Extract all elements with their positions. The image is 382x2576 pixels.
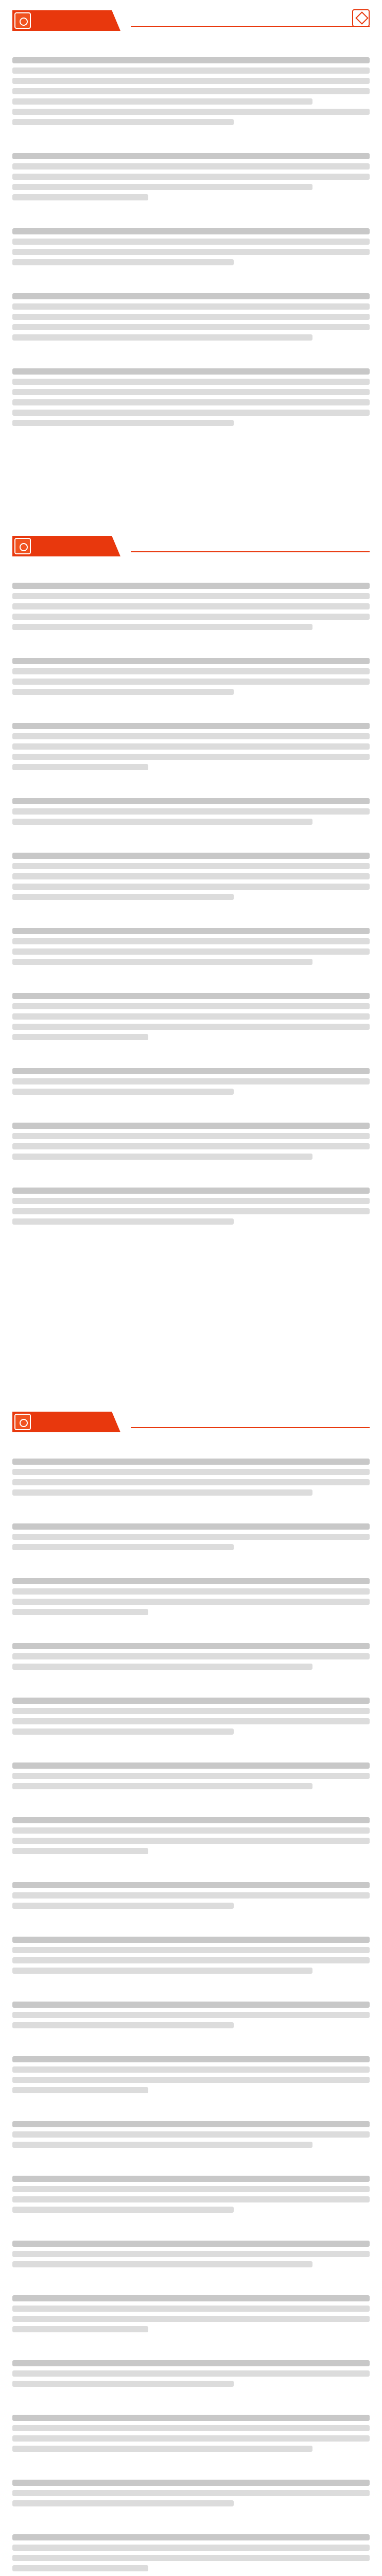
section-banner: [12, 1412, 120, 1432]
news-item: [12, 1623, 370, 1677]
text-line: [12, 78, 370, 84]
text-line: [12, 658, 370, 664]
item-text: [12, 2463, 370, 2476]
text-line: [12, 1078, 370, 1084]
text-line: [12, 2500, 234, 2506]
text-line: [12, 2534, 370, 2540]
text-line: [12, 993, 370, 999]
text-line: [12, 679, 370, 685]
item-text: [12, 2517, 370, 2530]
text-line: [12, 689, 234, 695]
text-line: [12, 2381, 234, 2387]
news-item: [12, 1503, 370, 1558]
text-line: [12, 410, 370, 416]
diamond-icon: [352, 9, 370, 27]
item-text: [12, 2398, 370, 2411]
text-line: [12, 1143, 370, 1149]
text-line: [12, 2480, 370, 2486]
news-item: [12, 908, 370, 973]
text-line: [12, 1523, 370, 1530]
text-line: [12, 379, 370, 385]
text-line: [12, 2176, 370, 2182]
text-line: [12, 819, 312, 825]
item-text: [12, 2104, 370, 2117]
item-text: [12, 2224, 370, 2236]
news-item: [12, 2340, 370, 2395]
text-line: [12, 1188, 370, 1194]
news-item: [12, 208, 370, 273]
text-line: [12, 1698, 370, 1704]
coin-icon: [14, 12, 31, 29]
section-rule: [131, 1427, 370, 1428]
text-line: [12, 1664, 312, 1670]
text-line: [12, 1653, 370, 1659]
news-item: [12, 638, 370, 703]
text-line: [12, 324, 370, 330]
text-line: [12, 1783, 312, 1789]
text-line: [12, 1469, 370, 1475]
text-line: [12, 743, 370, 750]
text-line: [12, 2360, 370, 2366]
text-line: [12, 57, 370, 63]
text-line: [12, 2087, 148, 2093]
section-3: [12, 1401, 370, 2576]
item-text: [12, 1626, 370, 1639]
text-line: [12, 314, 370, 320]
text-line: [12, 1544, 234, 1550]
text-line: [12, 1882, 370, 1888]
text-line: [12, 2565, 148, 2571]
text-line: [12, 603, 370, 609]
text-line: [12, 583, 370, 589]
text-line: [12, 1003, 370, 1009]
text-line: [12, 1728, 234, 1735]
item-text: [12, 1171, 370, 1183]
news-item: [12, 2514, 370, 2576]
text-line: [12, 1892, 370, 1899]
text-line: [12, 2545, 370, 2551]
text-line: [12, 1034, 148, 1040]
text-line: [12, 1133, 370, 1139]
item-text: [12, 911, 370, 924]
text-line: [12, 2002, 370, 2008]
text-line: [12, 2370, 370, 2377]
item-text: [12, 276, 370, 289]
item-text: [12, 1506, 370, 1519]
item-text: [12, 1745, 370, 1758]
text-line: [12, 420, 234, 426]
text-line: [12, 1903, 234, 1909]
text-line: [12, 2022, 234, 2028]
text-line: [12, 1459, 370, 1465]
text-line: [12, 1089, 234, 1095]
text-line: [12, 863, 370, 869]
text-line: [12, 119, 234, 125]
text-line: [12, 2306, 370, 2312]
news-item: [12, 2036, 370, 2101]
text-line: [12, 1198, 370, 1204]
text-line: [12, 2196, 370, 2202]
text-line: [12, 1773, 370, 1779]
text-line: [12, 2186, 370, 2192]
grid-icon: [14, 538, 31, 554]
news-item: [12, 1438, 370, 1503]
text-line: [12, 88, 370, 94]
text-line: [12, 1218, 234, 1225]
section-2: [12, 526, 370, 1401]
news-item: [12, 1558, 370, 1623]
text-line: [12, 389, 370, 395]
section-banner: [12, 10, 120, 31]
news-item: [12, 2156, 370, 2221]
text-line: [12, 249, 370, 255]
text-line: [12, 67, 370, 74]
news-item: [12, 1677, 370, 1742]
item-text: [12, 1920, 370, 1933]
news-item: [12, 1167, 370, 1232]
text-line: [12, 239, 370, 245]
text-line: [12, 2241, 370, 2247]
text-line: [12, 1024, 370, 1030]
text-line: [12, 303, 370, 310]
news-item: [12, 348, 370, 434]
item-text: [12, 351, 370, 364]
item-text: [12, 40, 370, 53]
item-text: [12, 2039, 370, 2052]
news-item: [12, 1742, 370, 1797]
text-line: [12, 853, 370, 859]
news-item: [12, 1862, 370, 1917]
text-line: [12, 884, 370, 890]
text-line: [12, 1013, 370, 1020]
text-line: [12, 668, 370, 674]
text-line: [12, 2555, 370, 2561]
text-line: [12, 2066, 370, 2073]
section-banner: [12, 536, 120, 556]
news-item: [12, 833, 370, 908]
item-text: [12, 1442, 370, 1454]
text-line: [12, 109, 370, 115]
text-line: [12, 764, 148, 770]
text-line: [12, 2425, 370, 2431]
text-line: [12, 1848, 148, 1854]
text-line: [12, 153, 370, 159]
text-line: [12, 1718, 370, 1724]
text-line: [12, 368, 370, 375]
news-item: [12, 133, 370, 208]
section-1: [12, 0, 370, 526]
item-text: [12, 641, 370, 654]
item-text: [12, 2343, 370, 2356]
text-line: [12, 2251, 370, 2257]
text-line: [12, 184, 312, 190]
item-text: [12, 781, 370, 794]
news-item: [12, 703, 370, 778]
item-text: [12, 2278, 370, 2291]
text-line: [12, 334, 312, 341]
list-icon: [14, 1414, 31, 1430]
news-item: [12, 2395, 370, 2460]
text-line: [12, 2131, 370, 2138]
text-line: [12, 1937, 370, 1943]
item-text: [12, 1865, 370, 1878]
text-line: [12, 873, 370, 879]
text-line: [12, 98, 312, 105]
text-line: [12, 2446, 312, 2452]
news-item: [12, 1797, 370, 1862]
text-line: [12, 948, 370, 955]
text-line: [12, 2121, 370, 2127]
text-line: [12, 2056, 370, 2062]
item-text: [12, 211, 370, 224]
news-item: [12, 273, 370, 348]
text-line: [12, 1154, 312, 1160]
item-text: [12, 1561, 370, 1574]
text-line: [12, 2077, 370, 2083]
item-text: [12, 1051, 370, 1064]
item-text: [12, 2159, 370, 2172]
text-line: [12, 1534, 370, 1540]
text-line: [12, 1827, 370, 1834]
item-text: [12, 706, 370, 719]
text-line: [12, 194, 148, 200]
text-line: [12, 1208, 370, 1214]
news-item: [12, 2101, 370, 2156]
text-line: [12, 1957, 370, 1963]
text-line: [12, 593, 370, 599]
news-item: [12, 778, 370, 833]
item-text: [12, 1985, 370, 1997]
text-line: [12, 2415, 370, 2421]
text-line: [12, 1817, 370, 1823]
text-line: [12, 163, 370, 170]
item-text: [12, 1106, 370, 1118]
text-line: [12, 614, 370, 620]
text-line: [12, 1762, 370, 1769]
text-line: [12, 1489, 312, 1496]
text-line: [12, 1968, 312, 1974]
text-line: [12, 2261, 312, 2267]
news-item: [12, 2460, 370, 2514]
text-line: [12, 959, 312, 965]
text-line: [12, 1578, 370, 1584]
text-line: [12, 928, 370, 934]
item-text: [12, 976, 370, 989]
text-line: [12, 1838, 370, 1844]
text-line: [12, 2207, 234, 2213]
news-item: [12, 2221, 370, 2275]
text-line: [12, 754, 370, 760]
text-line: [12, 1068, 370, 1074]
text-line: [12, 1479, 370, 1485]
news-item: [12, 563, 370, 638]
text-line: [12, 808, 370, 815]
text-line: [12, 2316, 370, 2322]
text-line: [12, 733, 370, 739]
text-line: [12, 1599, 370, 1605]
text-line: [12, 1609, 148, 1615]
news-item: [12, 973, 370, 1048]
text-line: [12, 2326, 148, 2332]
news-item: [12, 1103, 370, 1167]
text-line: [12, 1643, 370, 1649]
text-line: [12, 1947, 370, 1953]
item-text: [12, 1681, 370, 1693]
text-line: [12, 624, 312, 630]
section-rule: [131, 551, 370, 552]
item-text: [12, 136, 370, 149]
text-line: [12, 228, 370, 234]
item-text: [12, 566, 370, 579]
news-item: [12, 1048, 370, 1103]
text-line: [12, 938, 370, 944]
text-line: [12, 2012, 370, 2018]
section-rule: [131, 26, 370, 27]
text-line: [12, 2142, 312, 2148]
text-line: [12, 1588, 370, 1595]
text-line: [12, 894, 234, 900]
text-line: [12, 293, 370, 299]
text-line: [12, 174, 370, 180]
text-line: [12, 2295, 370, 2301]
text-line: [12, 399, 370, 405]
text-line: [12, 2490, 370, 2496]
news-item: [12, 1981, 370, 2036]
text-line: [12, 259, 234, 265]
item-text: [12, 836, 370, 849]
text-line: [12, 2435, 370, 2442]
text-line: [12, 798, 370, 804]
news-item: [12, 1917, 370, 1981]
text-line: [12, 1708, 370, 1714]
news-item: [12, 37, 370, 133]
news-item: [12, 2275, 370, 2340]
text-line: [12, 723, 370, 729]
item-text: [12, 1800, 370, 1813]
text-line: [12, 1123, 370, 1129]
